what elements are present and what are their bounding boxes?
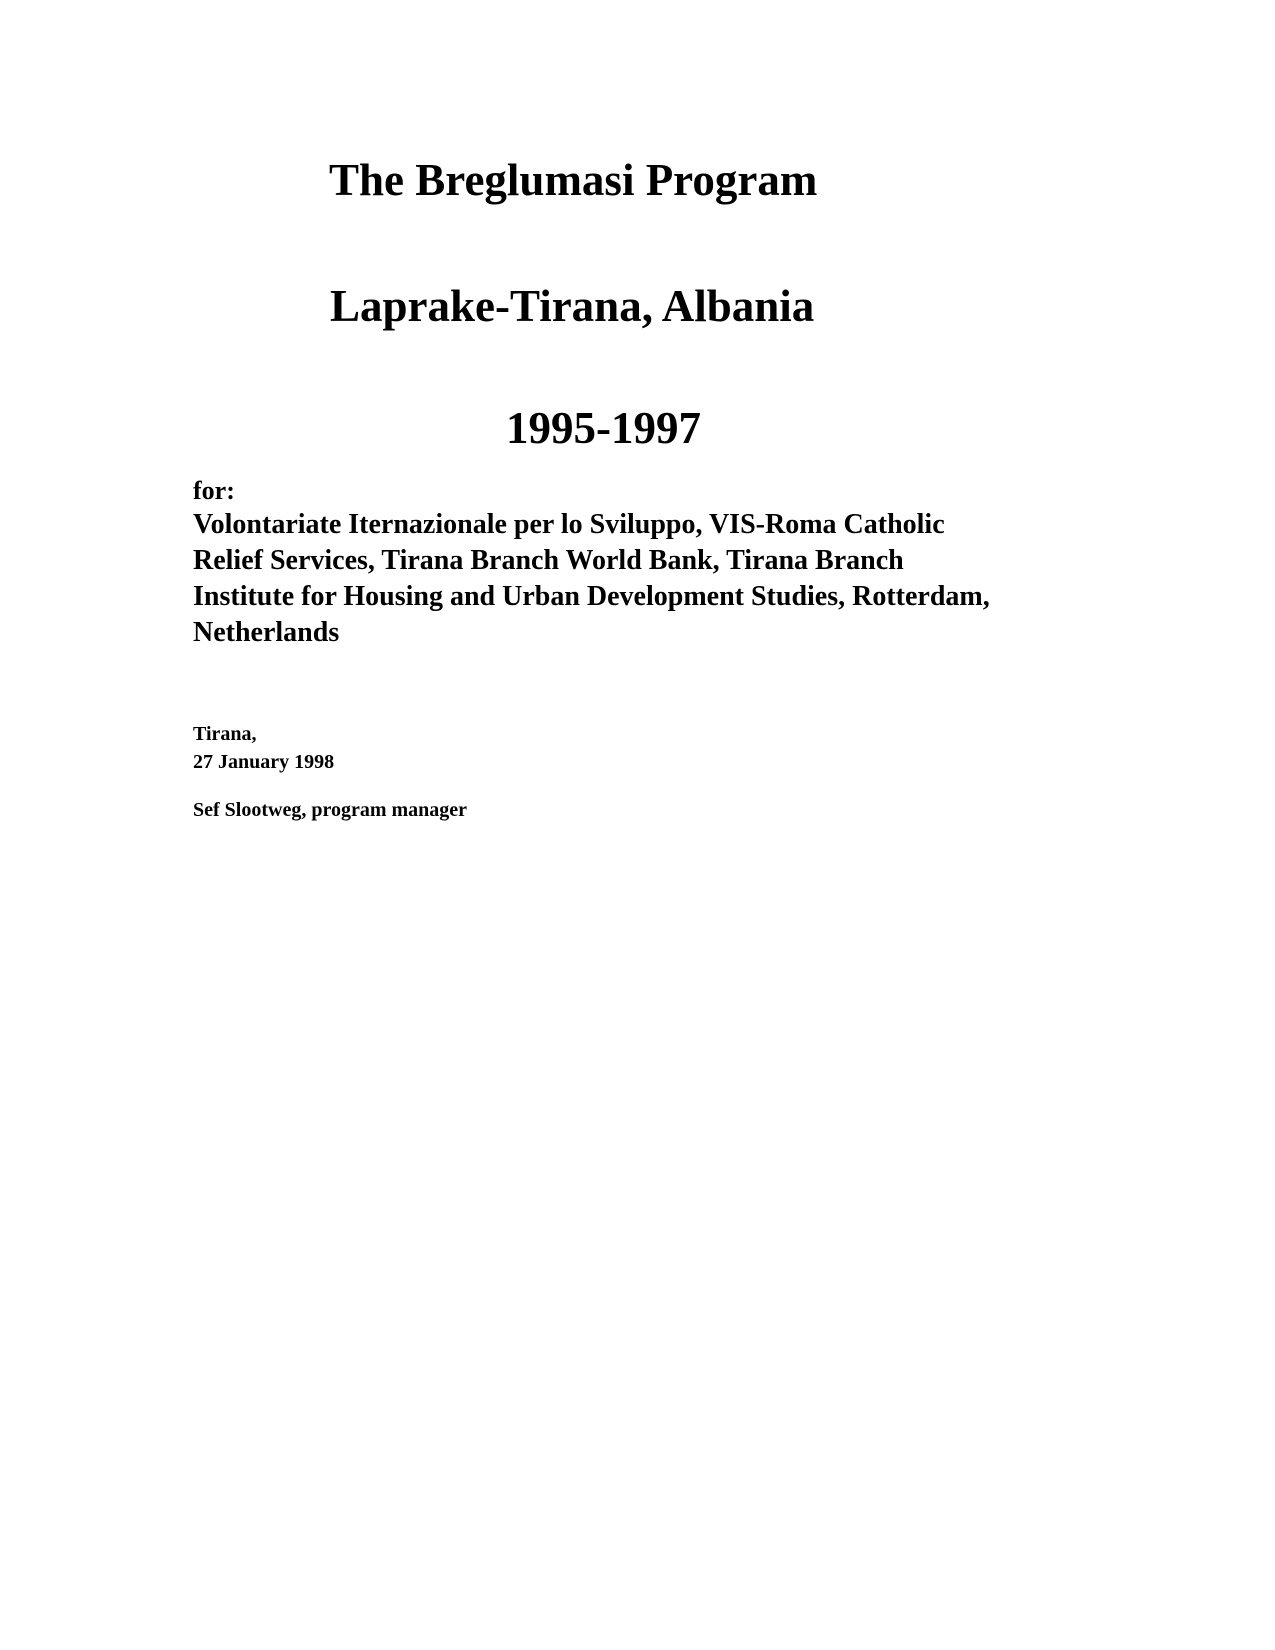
document-period: 1995-1997 — [506, 403, 701, 453]
recipient-line: Relief Services, Tirana Branch World Bank, Tirana Branch — [193, 545, 904, 576]
date: 27 January 1998 — [193, 751, 335, 773]
recipient-line: Volontariate Iternazionale per lo Sviluppo, VIS-Roma Catholic — [193, 509, 945, 540]
document-title: The Breglumasi Program — [329, 155, 818, 205]
document-location: Laprake-Tirana, Albania — [330, 281, 815, 331]
place: Tirana, — [193, 723, 257, 745]
recipient-line: Institute for Housing and Urban Development Studies, Rotterdam, — [193, 581, 990, 612]
recipient-line: Netherlands — [193, 617, 340, 648]
for-label: for: — [193, 476, 235, 505]
author: Sef Slootweg, program manager — [193, 799, 468, 821]
